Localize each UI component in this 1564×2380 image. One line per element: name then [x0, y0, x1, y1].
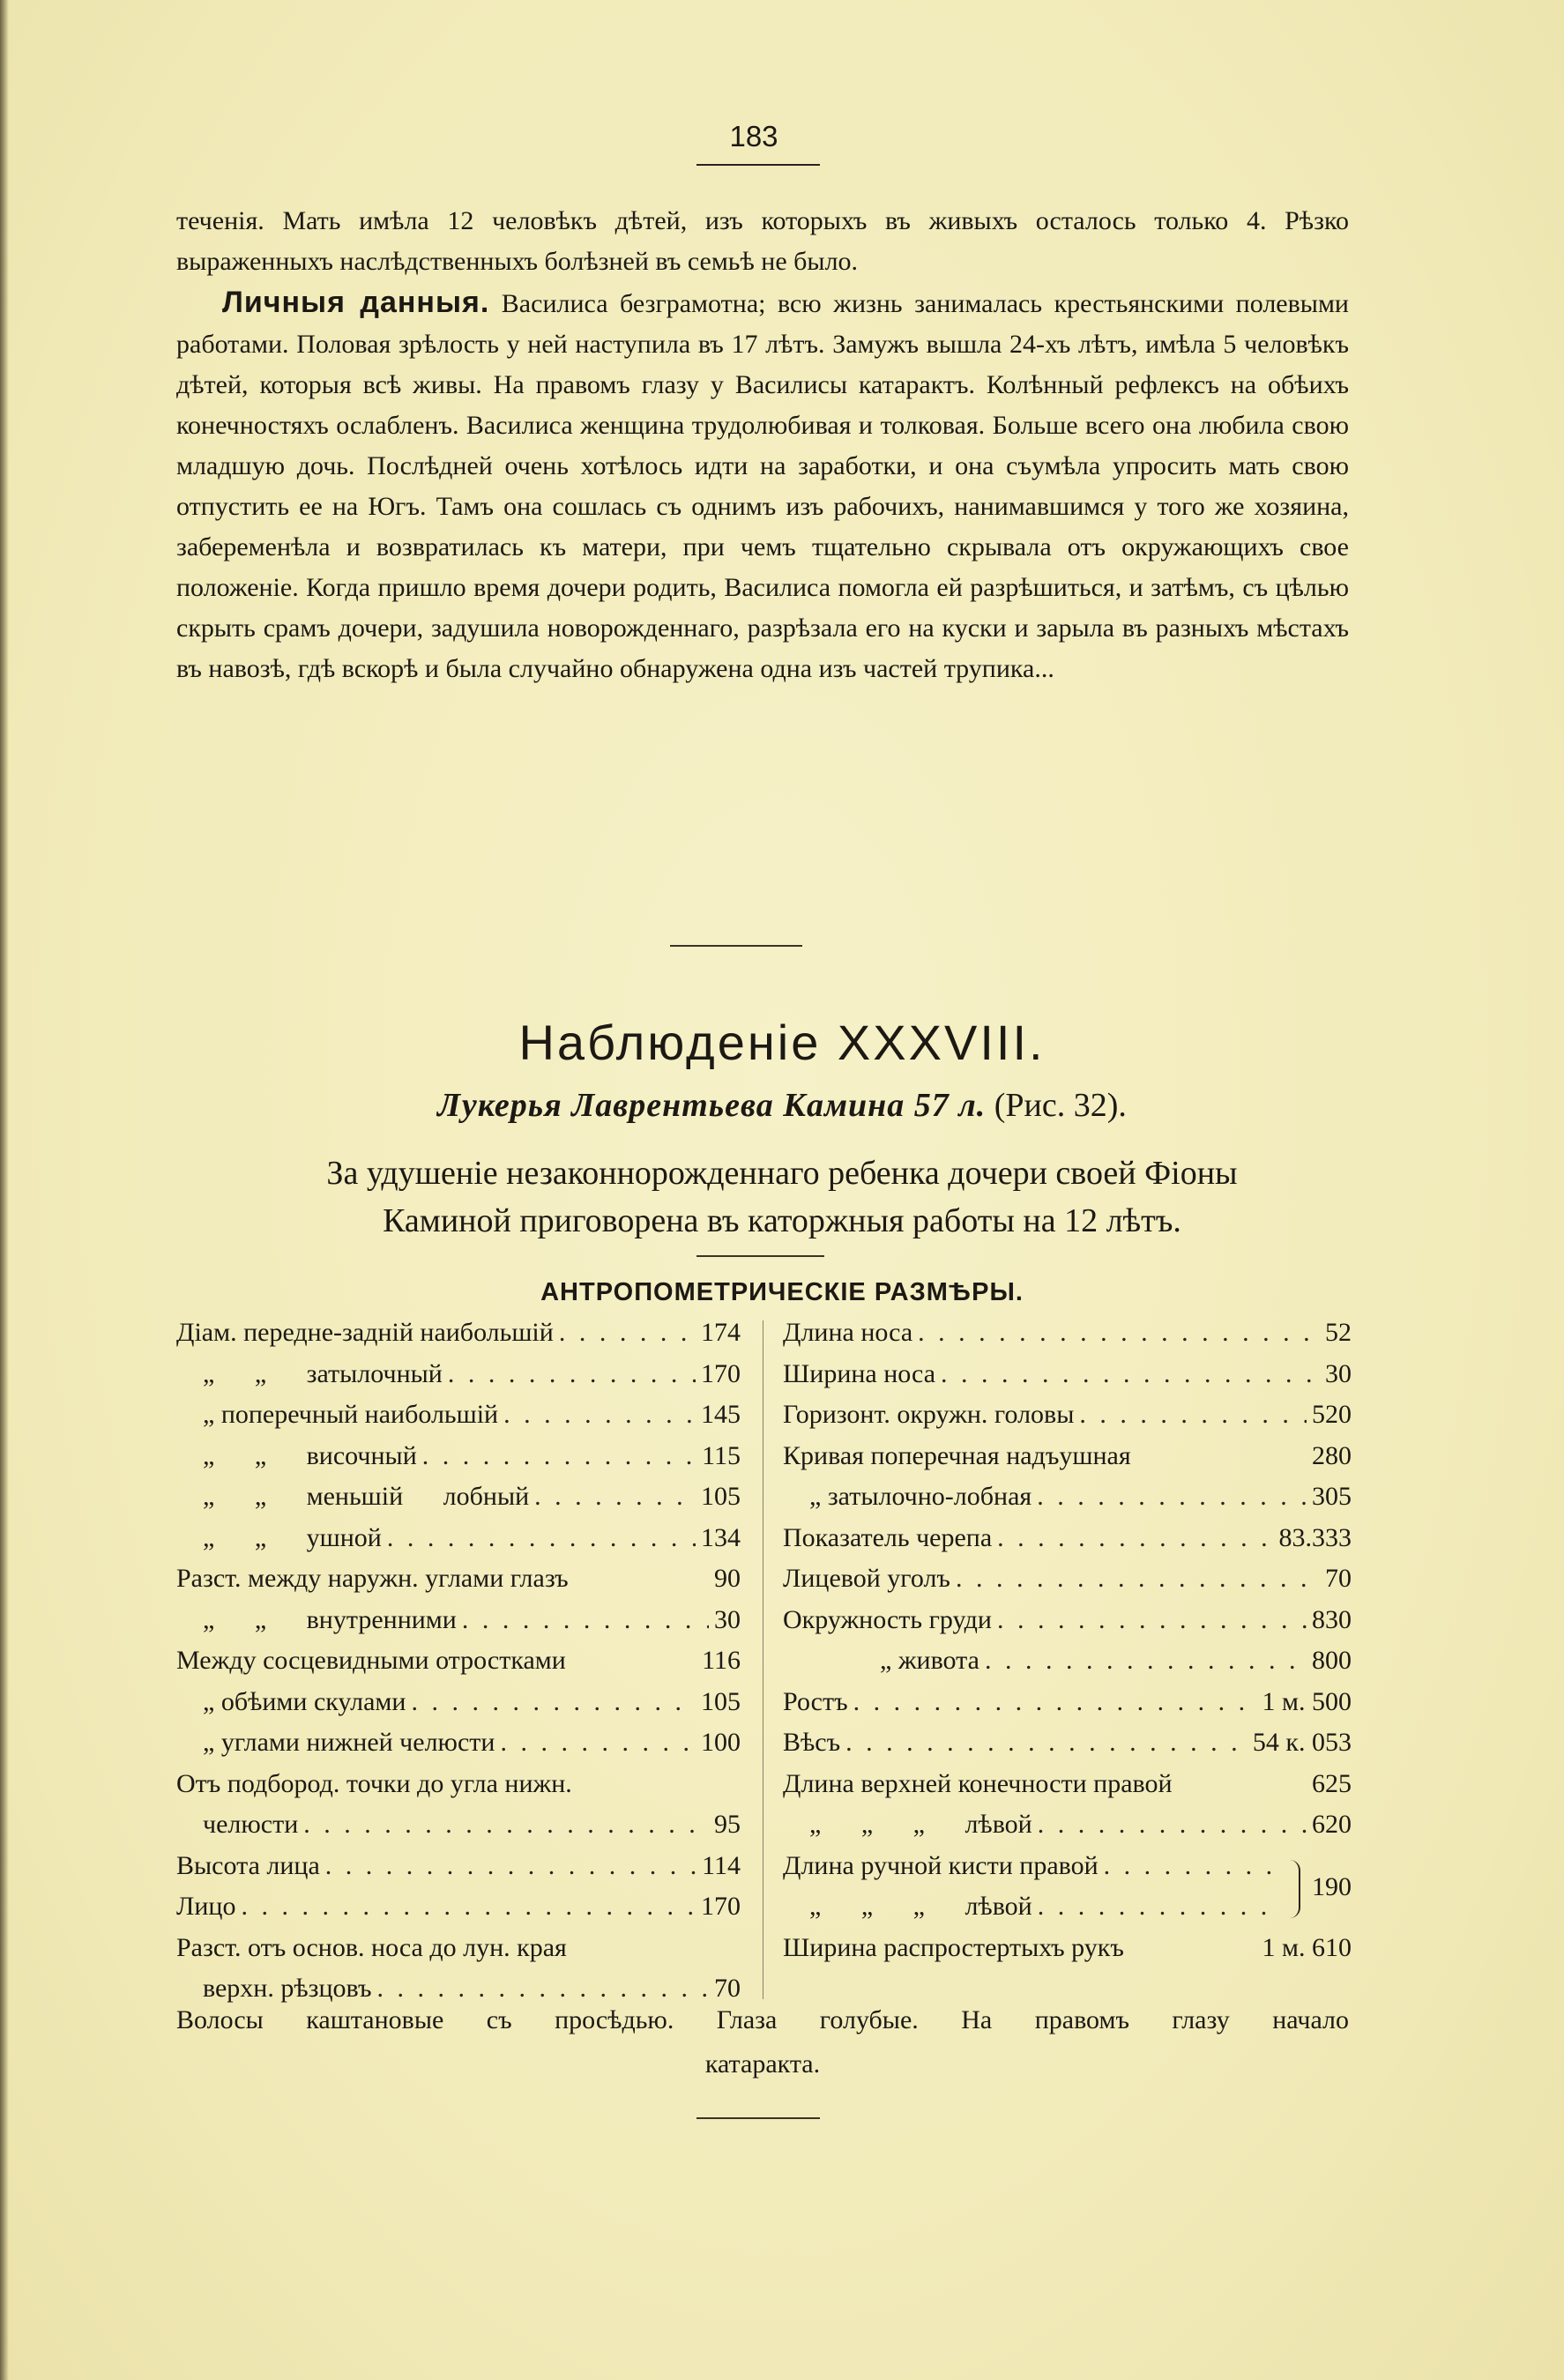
measurements-left-column	[176, 1318, 741, 2015]
measurement-row: Высота лица . . . 114	[176, 1851, 741, 1893]
measurement-row: Ростъ . . . 1 м. 500	[783, 1687, 1352, 1729]
measurement-row: „ углами нижней челюсти . . . 100	[176, 1728, 741, 1769]
measurement-row: „ „ ушной . . . 134	[176, 1523, 741, 1565]
measurement-row: Показатель черепа . . . 83.333	[783, 1523, 1352, 1565]
measurement-row: Разст. между наружн. углами глазъ 90	[176, 1564, 741, 1593]
measurement-row: Діам. передне-задній наибольшій . . . 174	[176, 1318, 741, 1359]
page-number-rule	[696, 164, 820, 166]
subject-name: Лукерья Лаврентьева Камина 57 л.	[437, 1087, 987, 1124]
measurement-row: Кривая поперечная надъушная 280	[783, 1440, 1352, 1470]
measurement-row: „ „ „ лѣвой . . . 620	[783, 1810, 1352, 1851]
measurements-right-column	[783, 1318, 1352, 1974]
measurement-row: Горизонт. окружн. головы . . . 520	[783, 1400, 1352, 1441]
measurement-row: Длина ручной кисти правой . . .	[783, 1851, 1352, 1893]
measurement-row: „ живота . . . 800	[783, 1646, 1352, 1687]
previous-case-paragraph-1: теченія. Мать имѣла 12 человѣкъ дѣтей, изъ которыхъ въ живыхъ осталось только 4. Рѣзко выраженныхъ наслѣдственныхъ болѣзней въ семьѣ не было.	[176, 206, 1349, 276]
measurement-row: „ „ „ лѣвой . . .	[783, 1892, 1352, 1933]
closing-line-1: Волосы каштановые съ просѣдью. Глаза голубые. На правомъ глазу начало	[176, 2005, 1349, 2034]
measurement-row: Ширина распростертыхъ рукъ 1 м. 610	[783, 1932, 1352, 1962]
measurement-row: „ „ меньшій лобный . . . 105	[176, 1482, 741, 1523]
measurement-row: челюсти . . . 95	[176, 1810, 741, 1851]
sentence-line-2: Каминой приговорена въ каторжныя работы на 12 лѣтъ.	[383, 1202, 1181, 1239]
previous-case-paragraph-2	[176, 282, 1349, 689]
measurement-row: Окружность груди . . . 830	[783, 1605, 1352, 1647]
measurement-row: верхн. рѣзцовъ . . . 70	[176, 1974, 741, 2015]
sentence-line-1: За удушеніе незаконнорожденнаго ребенка дочери своей Фіоны	[326, 1155, 1238, 1192]
measurement-row: Длина верхней конечности правой 625	[783, 1768, 1352, 1798]
measurement-row: Лицо . . . 170	[176, 1892, 741, 1933]
personal-data-text: Василиса безграмотна; всю жизнь занималась крестьянскими полевыми работами. Половая зрѣлость у ней наступила въ 17 лѣтъ. Замужъ вышла 24-хъ лѣтъ, имѣла 5 человѣкъ дѣтей, которыя всѣ живы. На правомъ глазу у Василисы катарактъ. Колѣнный рефлексъ на обѣихъ конечностяхъ ослабленъ. Василиса женщина трудолюбивая и толковая. Больше всего она любила свою младшую дочь. Послѣдней очень хотѣлось идти на заработки, и она съумѣла упросить мать свою отпустить ее на Югъ. Тамъ она сошлась съ однимъ изъ рабочихъ, нанимавшимся у того же хозяина, забеременѣла и возвратилась къ матери, при чемъ тщательно скрывала отъ окружающихъ свое положеніе. Когда пришло время дочери родить, Василиса помогла ей разрѣшиться, и затѣмъ, съ цѣлью скрыть срамъ дочери, задушила новорожденнаго, разрѣзала его на куски и зарыла въ разныхъ мѣстахъ въ навозѣ, гдѣ вскорѣ и была случайно обнаружена одна изъ частей трупика...	[176, 289, 1349, 683]
measurement-row: „ „ височный . . . 115	[176, 1441, 741, 1483]
observation-title: Наблюденіе XXXVIII.	[518, 1015, 1046, 1070]
sentence-text	[0, 1149, 1564, 1245]
sentence-divider	[696, 1255, 824, 1257]
measurement-row: Ширина носа . . . 30	[783, 1359, 1352, 1401]
measurement-row: Между сосцевидными отростками 116	[176, 1646, 741, 1675]
hand-length-group	[783, 1851, 1352, 1933]
measurement-row: „ обѣими скулами . . . 105	[176, 1687, 741, 1729]
measurement-row: Вѣсъ . . . 54 к. 053	[783, 1728, 1352, 1769]
measurement-row: „ „ затылочный . . . 170	[176, 1359, 741, 1401]
closing-line-2: катаракта.	[704, 2049, 821, 2079]
measurement-row: Лицевой уголъ . . . 70	[783, 1564, 1352, 1605]
hand-length-value: 190	[1312, 1871, 1352, 1901]
closing-remark	[176, 1998, 1349, 2086]
measurement-row: „ поперечный наибольшій . . . 145	[176, 1400, 741, 1441]
previous-case-text	[176, 201, 1349, 689]
figure-reference: (Рис. 32).	[994, 1087, 1127, 1124]
personal-data-heading: Личныя данныя.	[222, 286, 490, 319]
subject-line	[0, 1086, 1564, 1125]
curly-brace	[1290, 1860, 1300, 1918]
measurement-row: Разст. отъ основ. носа до лун. края	[176, 1932, 567, 1962]
page-number: 183	[729, 120, 778, 152]
anthropometric-heading: АНТРОПОМЕТРИЧЕСКІЕ РАЗМѢРЫ.	[540, 1278, 1024, 1306]
measurement-row: „ затылочно-лобная . . . 305	[783, 1482, 1352, 1523]
section-divider	[670, 945, 802, 947]
measurement-row: Отъ подбород. точки до угла нижн.	[176, 1768, 572, 1798]
measurement-row: „ „ внутренними . . . 30	[176, 1605, 741, 1647]
end-divider	[696, 2117, 820, 2119]
measurement-row: Длина носа . . . 52	[783, 1318, 1352, 1359]
